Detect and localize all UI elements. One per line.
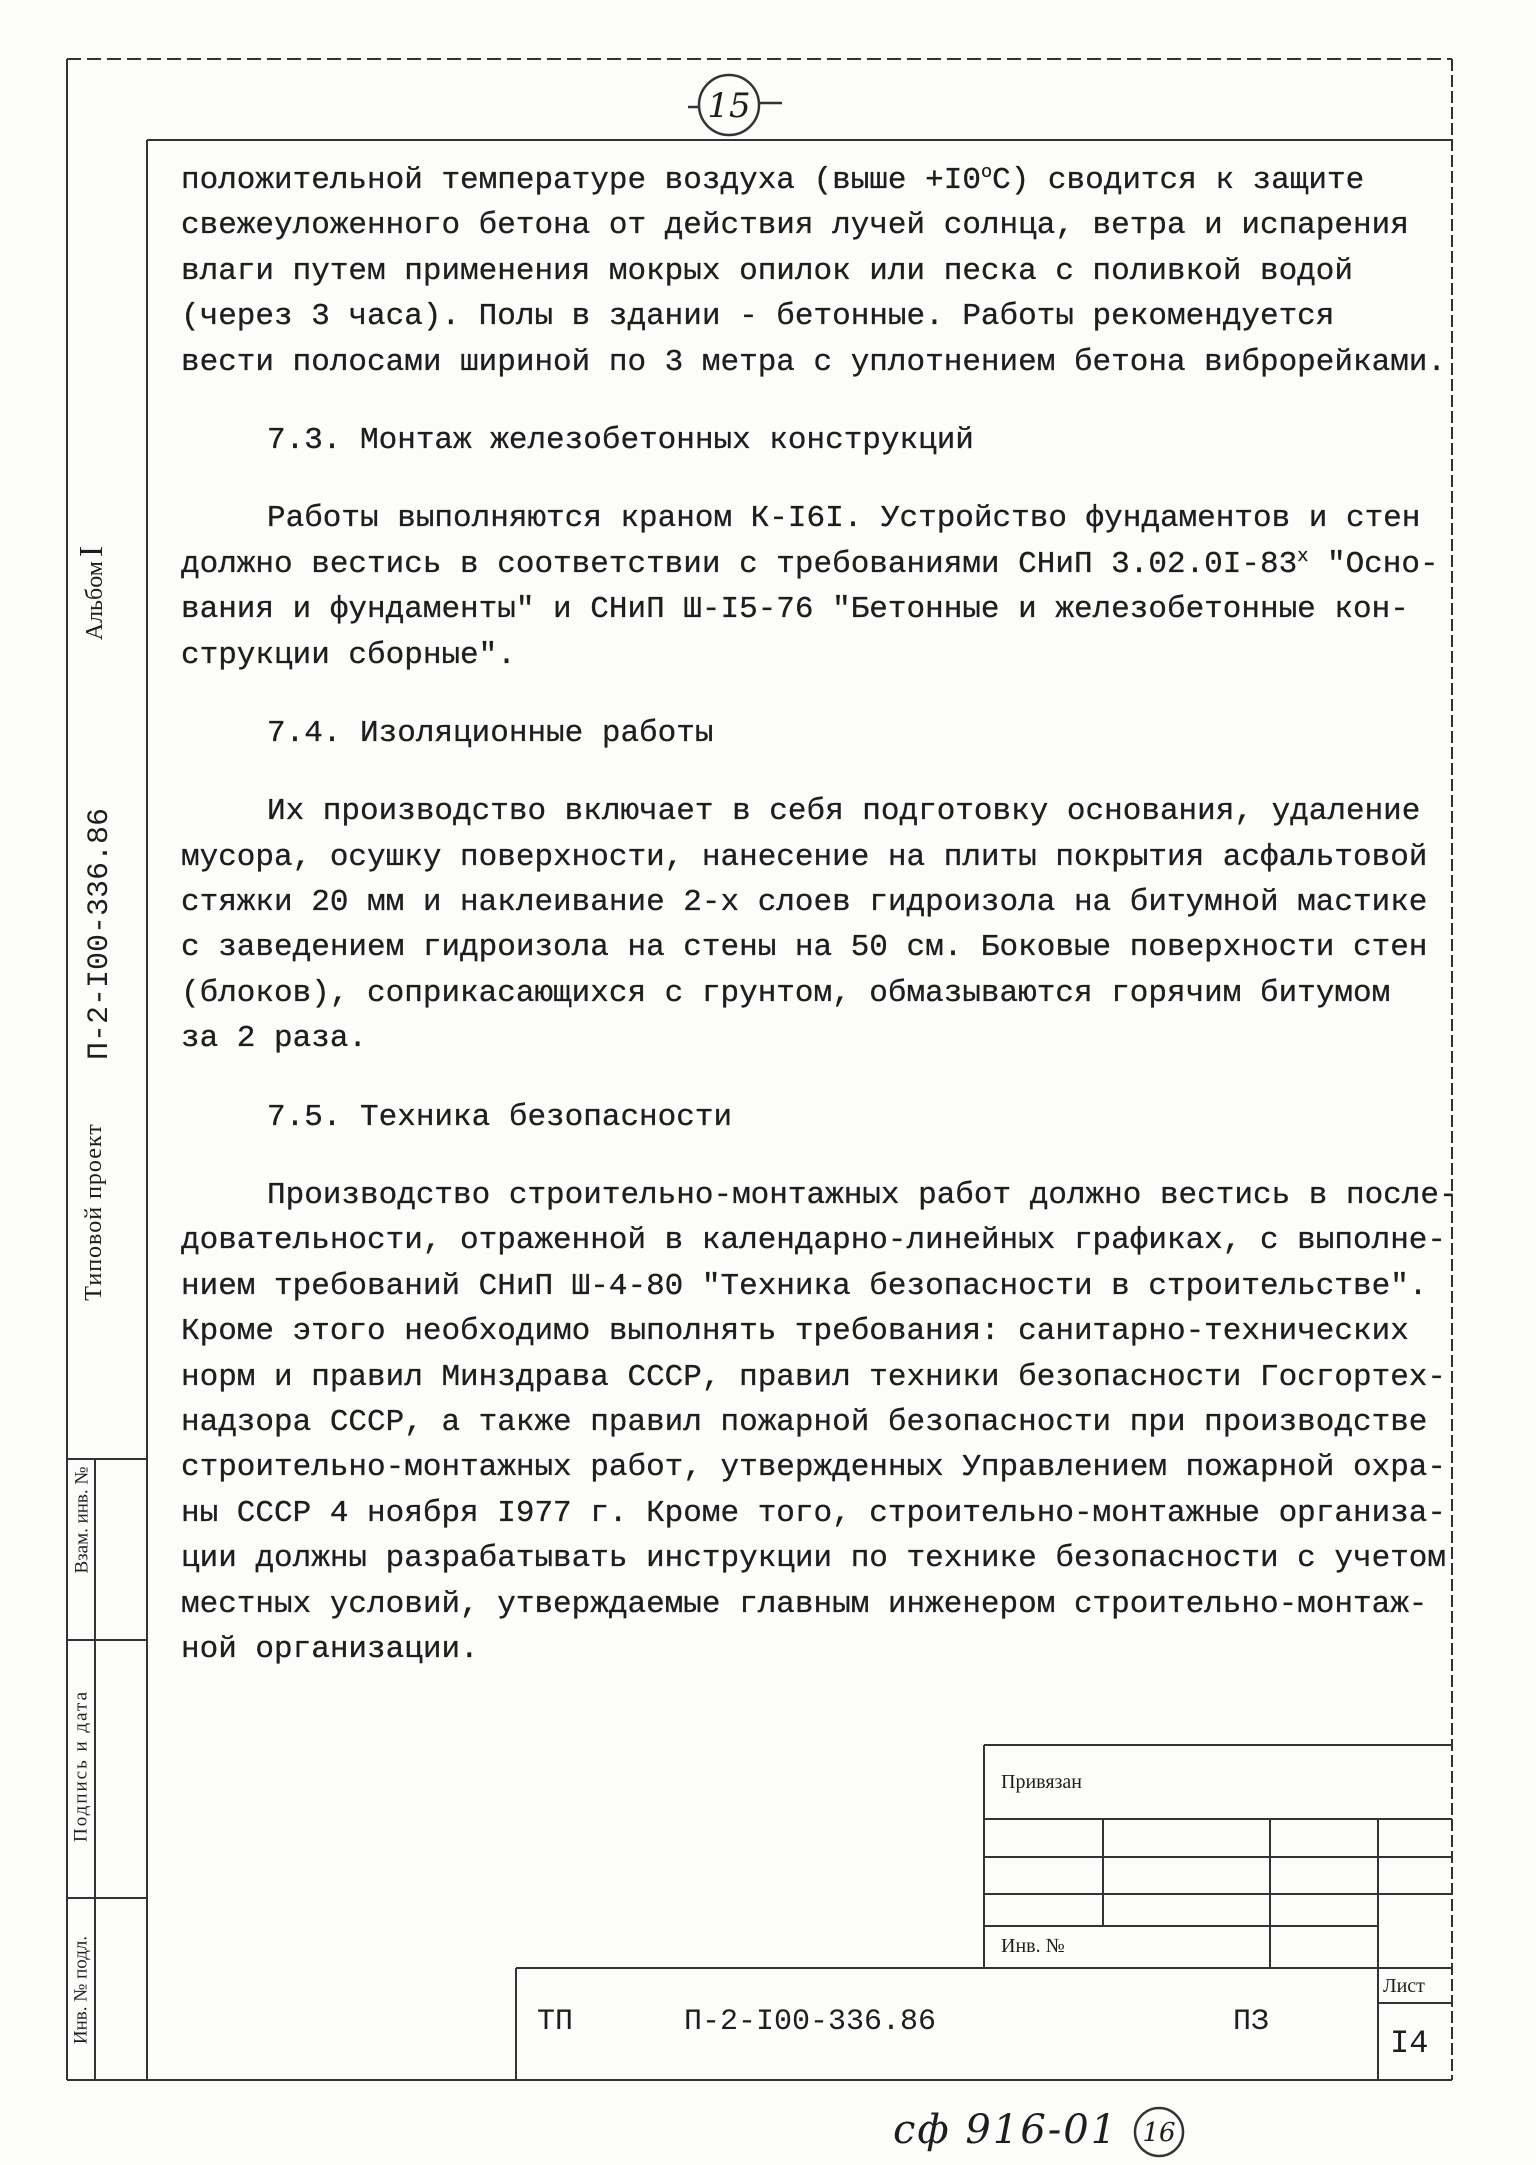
paragraph [181,496,1481,678]
body-line: влаги путем применения мокрых опилок или песка с поливкой водой [181,253,1353,289]
album-number: I [73,545,110,558]
superscript: o [980,161,993,183]
body-line: Их производство включает в себя подготовку основания, удаление [267,794,1421,830]
body-line [181,542,1481,587]
body-line: мусора, осушку поверхности, нанесение на плиты покрытия асфальтовой [181,839,1428,875]
handwritten-circled-number: 16 [1142,2118,1176,2148]
handwritten-code: сф 916-01 [893,2107,1119,2153]
body-line: строительно-монтажных работ, утвержденных Управлением пожарной охра- [181,1450,1447,1486]
body-line: ной организации. [181,1631,479,1667]
body-line: Работы выполняются краном К-I6I. Устройство фундаментов и стен [267,501,1421,537]
stamp-original-inv: Инв. № подл. [70,1935,92,2045]
page-number: 15 [707,86,751,126]
body-line: (через 3 часа). Полы в здании - бетонные. Работы рекомендуется [181,299,1335,335]
line-text: должно вестись в соответствии с требованиями СНиП 3.02.0I-83 [181,546,1298,582]
title-block-bound-label: Привязан [1001,1771,1083,1793]
body-line: вести полосами шириной по 3 метра с уплотнением бетона виброрейками. [181,344,1447,380]
title-block-sheet-number: I4 [1390,2025,1429,2062]
sidebar-project-type: Типовой проект [81,1123,107,1301]
paragraph [181,158,1481,385]
title-block-section: ПЗ [1233,2005,1270,2039]
body-line: стяжки 20 мм и наклеивание 2-х слоев гидроизола на битумной мастике [181,885,1428,921]
title-block-doc-type: ТП [537,2005,574,2039]
body-line: струкции сборные". [181,637,516,673]
album-label: Альбом [82,561,108,641]
body-line: Производство строительно-монтажных работ должно вестись в после- [267,1178,1458,1214]
superscript: x [1297,545,1309,567]
body-line: свежеуложенного бетона от действия лучей солнца, ветра и испарения [181,208,1409,244]
section-heading: 7.5. Техника безопасности [267,1099,733,1135]
line-text: положительной температуре воздуха (выше +I0 [181,163,981,198]
title-block-inv-label: Инв. № [1001,1935,1065,1957]
body-line [181,158,1481,203]
stamp-replacement-inv: Взам. инв. № [71,1466,93,1574]
body-line: надзора СССР, а также правил пожарной безопасности при производстве [181,1404,1428,1440]
sidebar-album [75,546,109,641]
title-block-designation: П-2-I00-336.86 [684,2005,937,2039]
body-line: с заведением гидроизола на стены на 50 см. Боковые поверхности стен [181,930,1428,966]
body-line: за 2 раза. [181,1021,368,1057]
paragraph [181,789,1481,1061]
body-line: довательности, отраженной в календарно-линейных графиках, с выполне- [181,1223,1447,1259]
sidebar-project-code: П-2-I00-336.86 [83,807,117,1061]
body-line: нием требований СНиП Ш-4-80 "Техника безопасности в строительстве". [181,1268,1428,1304]
body-line: вания и фундаменты" и СНиП Ш-I5-76 "Бетонные и железобетонные кон- [181,592,1409,628]
line-text: "Осно- [1308,546,1439,582]
stamp-signature-date: Подпись и дата [70,1689,92,1843]
body-line: местных условий, утверждаемые главным инженером строительно-монтаж- [181,1586,1428,1622]
document-body [181,158,1481,1672]
section-heading: 7.4. Изоляционные работы [267,715,714,751]
body-line: Кроме этого необходимо выполнять требования: санитарно-технических [181,1314,1409,1350]
section-heading: 7.3. Монтаж железобетонных конструкций [267,422,974,458]
paragraph [181,1173,1481,1672]
body-line: (блоков), соприкасающихся с грунтом, обмазываются горячим битумом [181,975,1391,1011]
body-line: ны СССР 4 ноября I977 г. Кроме того, строительно-монтажные организа- [181,1495,1447,1531]
body-line: ции должны разрабатывать инструкции по технике безопасности с учетом [181,1541,1447,1577]
line-text: С) сводится к защите [992,163,1365,198]
body-line: норм и правил Минздрава СССР, правил техники безопасности Госгортех- [181,1359,1447,1395]
title-block-sheet-label: Лист [1383,1975,1425,1997]
